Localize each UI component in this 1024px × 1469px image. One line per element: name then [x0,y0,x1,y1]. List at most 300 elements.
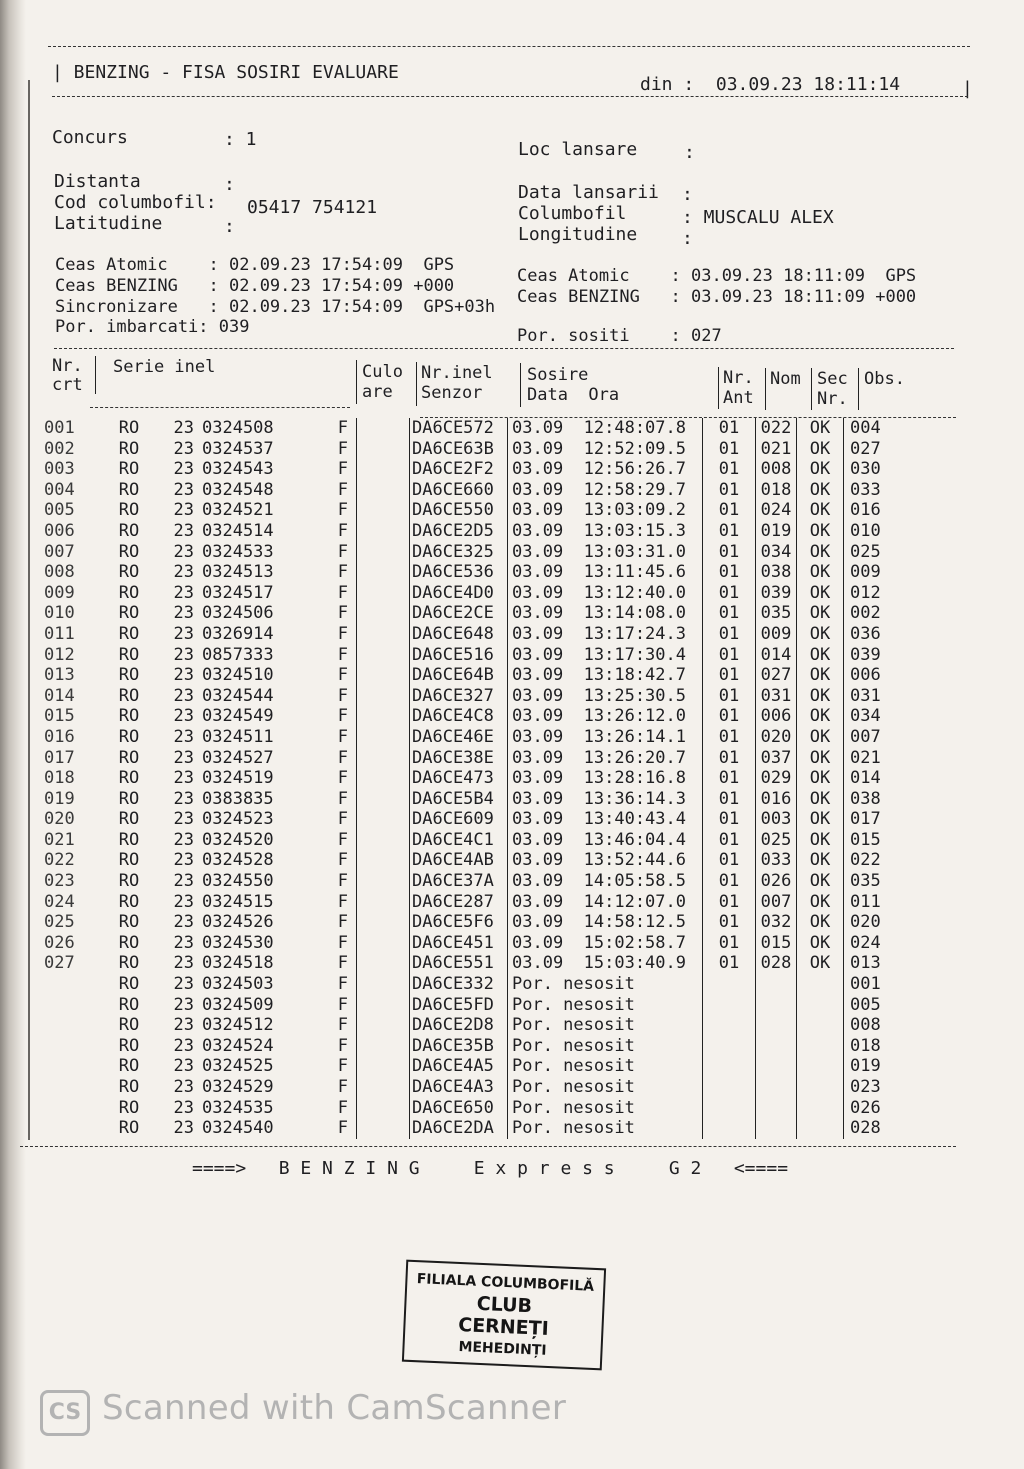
table-row [44,439,910,460]
row-arrival: 03.09 13:40:43.4 [508,809,703,830]
row-sex: F [337,974,348,995]
row-ring: 0324544 [202,685,274,706]
row-ant: 01 [703,418,756,439]
row-color [357,439,410,460]
row-nom: 014 [756,645,797,666]
row-obs: 039 [844,645,911,666]
row-color [357,583,410,604]
row-obs: 035 [844,871,911,892]
row-year: 23 [173,768,194,789]
row-ring: 0324549 [202,706,274,727]
table-row [44,850,910,871]
row-ant [703,1056,756,1077]
hdr-sep-4 [520,363,521,407]
row-year: 23 [173,582,194,603]
row-sex: F [337,706,348,727]
row-nr: 005 [44,500,75,521]
row-sex: F [337,541,348,562]
row-sensor: DA6CE2D5 [410,521,508,542]
row-ring: 0324526 [202,912,274,933]
col-culoare-2: are [362,382,393,402]
row-sex: F [337,582,348,603]
row-year: 23 [173,788,194,809]
row-sec: OK [797,748,844,769]
row-nr [44,1015,104,1036]
row-color [357,500,410,521]
row-sex: F [337,912,348,933]
row-ant [703,1118,756,1139]
row-year: 23 [173,726,194,747]
row-nr: 026 [44,932,75,953]
row-country: RO [118,418,140,438]
row-arrival: 03.09 12:56:26.7 [508,459,703,480]
row-nr: 007 [44,541,75,562]
row-sensor: DA6CE550 [410,500,508,521]
row-year: 23 [173,1056,194,1077]
row-obs: 011 [844,892,911,913]
data-lansarii-label: Data lansarii [518,182,659,203]
row-year: 23 [173,541,194,562]
table-row [44,809,910,830]
table-row [44,706,910,727]
row-sex: F [337,953,348,974]
row-arrival: 03.09 13:36:14.3 [508,789,703,810]
row-country: RO [118,644,140,665]
row-nom [756,1098,797,1119]
latitudine-label: Latitudine [54,213,163,234]
row-nom [756,1015,797,1036]
table-row [44,933,910,954]
row-ring: 0326914 [202,623,274,644]
row-obs: 014 [844,768,911,789]
row-obs: 030 [844,459,911,480]
row-ant [703,1098,756,1119]
table-bottom-rule [20,1146,956,1147]
row-obs: 009 [844,562,911,583]
report-date-value: 03.09.23 18:11:14 [715,74,901,95]
row-sec: OK [797,521,844,542]
row-ant: 01 [703,521,756,542]
row-sec [797,1077,844,1098]
row-ant: 01 [703,645,756,666]
row-color [357,995,410,1016]
row-sensor: DA6CE327 [410,686,508,707]
row-arrival: 03.09 15:02:58.7 [508,933,703,954]
row-country: RO [118,1077,140,1097]
row-sec: OK [797,686,844,707]
clock-start-benzing: Ceas BENZING : 02.09.23 17:54:09 +000 [55,276,455,296]
row-color [357,933,410,954]
row-year: 23 [173,891,194,912]
table-row [44,624,910,645]
row-ring: 0324521 [202,500,274,521]
row-ant: 01 [703,830,756,851]
table-row [44,912,910,933]
row-ant: 01 [703,768,756,789]
row-nom: 038 [756,562,797,583]
table-row [44,995,910,1016]
longitudine-value: : [682,228,693,249]
row-arrival: Por. nesosit [508,995,703,1016]
row-color [357,480,410,501]
row-sex: F [337,644,348,665]
row-sensor: DA6CE38E [410,748,508,769]
row-nom: 027 [756,665,797,686]
benzing-footer: ====> B E N Z I N G E x p r e s s G 2 <==== [192,1158,789,1179]
header-underline-left [90,407,350,408]
row-sec: OK [797,665,844,686]
row-nom: 008 [756,459,797,480]
row-year: 23 [173,665,194,686]
row-arrival: Por. nesosit [508,1118,703,1139]
row-sex: F [337,1118,348,1139]
row-year: 23 [173,1118,194,1139]
row-year: 23 [173,459,194,480]
cod-columbofil-value: 05417 754121 [247,197,378,218]
latitudine-value: : [224,216,235,237]
row-sensor: DA6CE660 [410,480,508,501]
row-country: RO [118,829,140,850]
row-nr: 001 [44,418,75,438]
row-ring: 0324515 [202,891,274,912]
row-country: RO [118,994,140,1015]
row-country: RO [118,459,140,480]
row-obs: 010 [844,521,911,542]
row-ring: 0324535 [202,1097,274,1118]
row-nom: 029 [756,768,797,789]
row-nom [756,1036,797,1057]
page-edge-shadow [0,0,26,1469]
row-nr: 016 [44,726,75,747]
row-sensor: DA6CE63B [410,439,508,460]
row-color [357,1118,410,1139]
row-nom [756,1056,797,1077]
clock-end-benzing: Ceas BENZING : 03.09.23 18:11:09 +000 [517,287,917,307]
row-year: 23 [173,809,194,830]
row-country: RO [118,891,140,912]
row-sec: OK [797,542,844,563]
row-obs: 027 [844,439,911,460]
row-sec: OK [797,500,844,521]
row-color [357,1015,410,1036]
row-ant: 01 [703,562,756,583]
row-nr: 013 [44,665,75,686]
col-sec: Sec [817,369,848,389]
row-sex: F [337,1035,348,1056]
row-nom: 031 [756,686,797,707]
top-dashed-rule [48,46,970,47]
row-sec: OK [797,768,844,789]
row-nom [756,1118,797,1139]
row-arrival: 03.09 13:28:16.8 [508,768,703,789]
row-sex: F [337,871,348,892]
row-sensor: DA6CE536 [410,562,508,583]
table-row [44,871,910,892]
pigeons-arrived: Por. sositi : 027 [517,326,722,346]
row-color [357,871,410,892]
row-nom [756,974,797,995]
row-arrival: Por. nesosit [508,974,703,995]
row-nom: 019 [756,521,797,542]
row-sec: OK [797,789,844,810]
row-country: RO [118,582,140,603]
table-row [44,500,910,521]
row-country: RO [118,1097,140,1118]
row-nr [44,1036,104,1057]
row-arrival: 03.09 14:58:12.5 [508,912,703,933]
hdr-sep-8 [858,368,859,410]
row-arrival: 03.09 15:03:40.9 [508,953,703,974]
table-row [44,480,910,501]
row-sensor: DA6CE516 [410,645,508,666]
table-row [44,1098,910,1119]
row-year: 23 [173,623,194,644]
row-sec [797,1015,844,1036]
row-sex: F [337,438,348,459]
row-color [357,748,410,769]
row-ant: 01 [703,686,756,707]
col-nr-inel: Nr.inel [421,363,493,383]
row-arrival: 03.09 13:26:12.0 [508,706,703,727]
row-sensor: DA6CE37A [410,871,508,892]
row-color [357,1036,410,1057]
row-sensor: DA6CE35B [410,1036,508,1057]
col-obs: Obs. [864,369,905,389]
row-nr [44,995,104,1016]
row-arrival: 03.09 13:18:42.7 [508,665,703,686]
row-ant: 01 [703,459,756,480]
row-country: RO [118,788,140,809]
row-sec [797,974,844,995]
concurs-value: : 1 [224,129,257,150]
row-nr: 004 [44,479,75,500]
row-ant [703,1077,756,1098]
table-row [44,603,910,624]
row-obs: 001 [844,974,911,995]
col-serie-inel: Serie inel [113,357,216,377]
row-year: 23 [173,953,194,974]
table-row [44,953,910,974]
row-obs: 018 [844,1036,911,1057]
row-sec: OK [797,706,844,727]
row-sex: F [337,520,348,541]
longitudine-label: Longitudine [518,224,638,245]
row-nr: 006 [44,520,75,541]
row-ring: 0324525 [202,1056,274,1077]
row-ring: 0324533 [202,541,274,562]
row-color [357,459,410,480]
row-obs: 023 [844,1077,911,1098]
pigeons-embarked: Por. imbarcati: 039 [55,317,250,337]
row-ring: 0324511 [202,726,274,747]
row-obs: 020 [844,912,911,933]
table-row [44,645,910,666]
row-nom: 009 [756,624,797,645]
row-sex: F [337,891,348,912]
row-arrival: 03.09 12:52:09.5 [508,439,703,460]
row-country: RO [118,665,140,686]
row-year: 23 [173,850,194,871]
row-year: 23 [173,603,194,624]
columbofil-value: : MUSCALU ALEX [682,207,834,228]
row-sensor: DA6CE551 [410,953,508,974]
row-ant: 01 [703,542,756,563]
row-country: RO [118,974,140,995]
col-ant: Ant [723,388,754,408]
row-obs: 021 [844,748,911,769]
table-row [44,727,910,748]
row-ring: 0324530 [202,932,274,953]
row-nr: 015 [44,706,75,727]
row-country: RO [118,479,140,500]
row-arrival: Por. nesosit [508,1015,703,1036]
row-country: RO [118,1118,140,1139]
table-row [44,542,910,563]
table-row [44,1015,910,1036]
row-sex: F [337,1056,348,1077]
header-end-bar: | [962,78,973,99]
row-obs: 028 [844,1118,911,1139]
stamp-line-4: MEHEDINȚI [458,1339,547,1359]
row-color [357,521,410,542]
table-row [44,789,910,810]
row-year: 23 [173,747,194,768]
row-nom: 015 [756,933,797,954]
row-ring: 0324520 [202,829,274,850]
row-sex: F [337,932,348,953]
row-nom: 028 [756,953,797,974]
row-ring: 0857333 [202,644,274,665]
row-obs: 022 [844,850,911,871]
row-sensor: DA6CE648 [410,624,508,645]
row-sex: F [337,1077,348,1097]
row-nom: 006 [756,706,797,727]
row-ring: 0324512 [202,1015,274,1036]
table-row [44,686,910,707]
row-sec [797,1036,844,1057]
row-nom: 026 [756,871,797,892]
row-year: 23 [173,500,194,521]
row-ant: 01 [703,665,756,686]
row-country: RO [118,520,140,541]
row-nr: 022 [44,850,75,871]
row-nom: 035 [756,603,797,624]
row-country: RO [118,912,140,933]
header-dashed-rule [52,96,968,97]
row-year: 23 [173,932,194,953]
row-color [357,542,410,563]
row-color [357,562,410,583]
table-row [44,892,910,913]
row-obs: 026 [844,1098,911,1119]
row-sec: OK [797,562,844,583]
row-ant [703,1036,756,1057]
row-nr: 014 [44,685,75,706]
col-nr-ant: Nr. [723,368,754,388]
row-year: 23 [173,438,194,459]
row-ring: 0383835 [202,788,274,809]
row-nom: 022 [756,418,797,439]
row-obs: 031 [844,686,911,707]
row-ring: 0324506 [202,603,274,624]
row-sec: OK [797,933,844,954]
row-nom: 033 [756,850,797,871]
row-nom: 021 [756,439,797,460]
row-country: RO [118,850,140,871]
row-color [357,645,410,666]
row-arrival: 03.09 13:03:09.2 [508,500,703,521]
row-nr: 017 [44,747,75,768]
row-obs: 015 [844,830,911,851]
row-country: RO [118,809,140,830]
row-sec: OK [797,912,844,933]
row-nom [756,995,797,1016]
row-ant: 01 [703,706,756,727]
row-sensor: DA6CE2F2 [410,459,508,480]
row-country: RO [118,871,140,892]
row-ring: 0324528 [202,850,274,871]
row-nr [44,1118,104,1139]
table-row [44,562,910,583]
row-obs: 016 [844,500,911,521]
row-obs: 006 [844,665,911,686]
row-sensor: DA6CE473 [410,768,508,789]
row-sec: OK [797,892,844,913]
row-nr: 002 [44,438,75,459]
row-arrival: 03.09 13:03:31.0 [508,542,703,563]
columbofil-label: Columbofil [518,203,627,224]
row-obs: 013 [844,953,911,974]
table-row [44,1036,910,1057]
row-ant: 01 [703,583,756,604]
row-obs: 038 [844,789,911,810]
row-sex: F [337,747,348,768]
row-year: 23 [173,1077,194,1097]
row-country: RO [118,562,140,583]
row-sex: F [337,850,348,871]
row-sensor: DA6CE46E [410,727,508,748]
row-ring: 0324519 [202,768,274,789]
row-country: RO [118,953,140,974]
row-color [357,953,410,974]
row-sec: OK [797,850,844,871]
columns-top-rule [54,348,954,349]
row-nom: 003 [756,809,797,830]
row-ring: 0324508 [202,418,274,438]
row-nr: 020 [44,809,75,830]
row-ant: 01 [703,912,756,933]
row-year: 23 [173,1035,194,1056]
table-row [44,974,910,995]
row-ant: 01 [703,809,756,830]
row-arrival: 03.09 13:03:15.3 [508,521,703,542]
loc-lansare-label: Loc lansare [518,139,638,160]
row-sec: OK [797,624,844,645]
row-ant: 01 [703,603,756,624]
row-sec [797,1056,844,1077]
table-row [44,1077,910,1098]
row-year: 23 [173,1015,194,1036]
row-nr: 003 [44,459,75,480]
row-year: 23 [173,706,194,727]
row-nom: 032 [756,912,797,933]
row-color [357,974,410,995]
club-stamp [402,1260,606,1371]
row-color [357,706,410,727]
row-arrival: Por. nesosit [508,1098,703,1119]
row-country: RO [118,603,140,624]
row-sec: OK [797,603,844,624]
